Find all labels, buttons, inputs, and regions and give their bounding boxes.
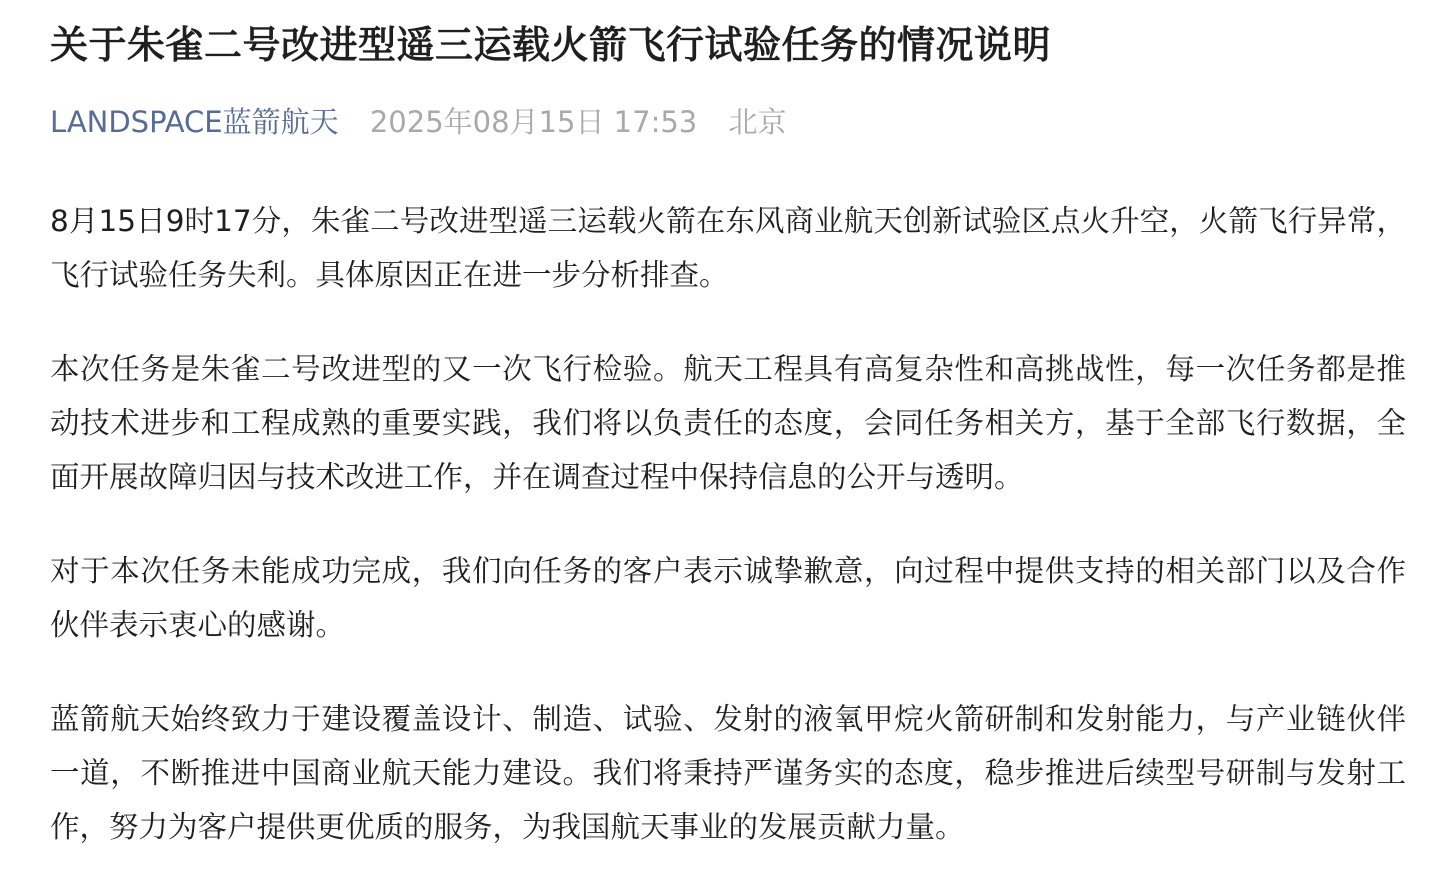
article-title: 关于朱雀二号改进型遥三运载火箭飞行试验任务的情况说明 bbox=[50, 23, 1052, 67]
paragraph-3: 对于本次任务未能成功完成，我们向任务的客户表示诚挚歉意，向过程中提供支持的相关部门以及合作伙伴表示衷心的感谢。 bbox=[50, 554, 1406, 642]
publish-time: 2025年08月15日 17:53 bbox=[369, 105, 698, 139]
account-name-link[interactable]: LANDSPACE蓝箭航天 bbox=[50, 105, 339, 139]
article-container bbox=[50, 0, 1406, 894]
paragraph-4: 蓝箭航天始终致力于建设覆盖设计、制造、试验、发射的液氧甲烷火箭研制和发射能力，与产业链伙伴一道，不断推进中国商业航天能力建设。我们将秉持严谨务实的态度，稳步推进后续型号研制与发射工作，努力为客户提供更优质的服务，为我国航天事业的发展贡献力量。 bbox=[50, 702, 1406, 844]
article-meta bbox=[50, 102, 1406, 142]
article-body bbox=[50, 194, 1406, 854]
publish-location: 北京 bbox=[728, 105, 787, 139]
paragraph-1: 8月15日9时17分，朱雀二号改进型遥三运载火箭在东风商业航天创新试验区点火升空，火箭飞行异常，飞行试验任务失利。具体原因正在进一步分析排查。 bbox=[50, 204, 1406, 292]
paragraph-2: 本次任务是朱雀二号改进型的又一次飞行检验。航天工程具有高复杂性和高挑战性，每一次任务都是推动技术进步和工程成熟的重要实践，我们将以负责任的态度，会同任务相关方，基于全部飞行数据，全面开展故障归因与技术改进工作，并在调查过程中保持信息的公开与透明。 bbox=[50, 352, 1406, 494]
